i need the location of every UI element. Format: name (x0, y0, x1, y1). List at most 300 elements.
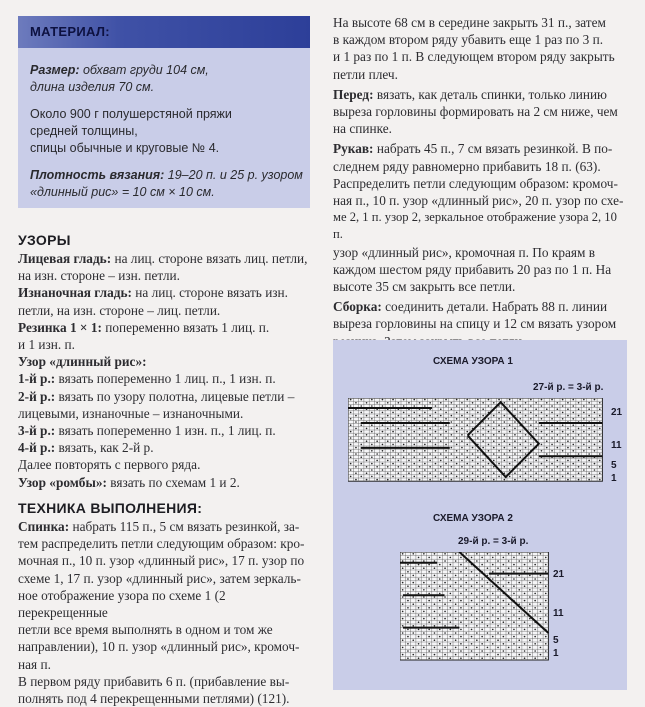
purl-dot (551, 431, 553, 433)
purl-dot (472, 434, 474, 436)
purl-dot (398, 434, 400, 436)
purl-dot (382, 418, 384, 420)
purl-dot (482, 472, 484, 474)
purl-dot (355, 479, 357, 481)
purl-dot (355, 421, 357, 423)
purl-dot (562, 444, 564, 446)
purl-dot (551, 469, 553, 471)
purl-dot (382, 424, 384, 426)
purl-dot (557, 479, 559, 481)
right-line: узор «длинный рис», кромочная п. По краям в (333, 244, 596, 260)
purl-dot (376, 466, 378, 468)
purl-dot (492, 650, 494, 652)
purl-dot (509, 444, 511, 446)
purl-dot (518, 625, 520, 627)
purl-dot (524, 636, 526, 638)
purl-dot (371, 418, 373, 420)
purl-dot (524, 578, 526, 580)
purl-dot (541, 418, 543, 420)
purl-dot (428, 614, 430, 616)
purl-dot (594, 405, 596, 407)
purl-dot (451, 434, 453, 436)
purl-dot (514, 402, 516, 404)
purl-dot (465, 589, 467, 591)
purl-dot (534, 650, 536, 652)
purl-dot (545, 557, 547, 559)
purl-dot (530, 399, 532, 401)
purl-dot (465, 632, 467, 634)
purl-dot (513, 629, 515, 631)
purl-dot (529, 596, 531, 598)
purl-dot (440, 428, 442, 430)
purl-dot (403, 405, 405, 407)
purl-dot (440, 402, 442, 404)
purl-dot (482, 447, 484, 449)
purl-dot (424, 463, 426, 465)
purl-dot (534, 643, 536, 645)
purl-dot (461, 421, 463, 423)
purl-dot (418, 650, 420, 652)
purl-dot (545, 593, 547, 595)
purl-dot (498, 418, 500, 420)
purl-dot (546, 408, 548, 410)
purl-dot (541, 450, 543, 452)
purl-dot (434, 654, 436, 656)
purl-dot (424, 469, 426, 471)
yarn-line-2: средней толщины, (30, 124, 138, 138)
purl-dot (435, 469, 437, 471)
purl-dot (445, 456, 447, 458)
purl-dot (488, 431, 490, 433)
technique-line: набрать 115 п., 5 см вязать резинкой, за- (69, 519, 300, 534)
purl-dot (371, 424, 373, 426)
purl-dot (472, 447, 474, 449)
purl-dot (419, 415, 421, 417)
purl-dot (355, 466, 357, 468)
purl-dot (434, 575, 436, 577)
purl-dot (439, 585, 441, 587)
purl-dot (514, 447, 516, 449)
purl-dot (497, 603, 499, 605)
purl-dot (534, 614, 536, 616)
purl-dot (497, 596, 499, 598)
purl-dot (445, 431, 447, 433)
purl-dot (599, 460, 601, 462)
purl-dot (477, 405, 479, 407)
purl-dot (497, 618, 499, 620)
purl-dot (445, 437, 447, 439)
purl-dot (503, 614, 505, 616)
purl-dot (530, 444, 532, 446)
purl-dot (465, 553, 467, 555)
purl-dot (508, 603, 510, 605)
purl-dot (518, 560, 520, 562)
purl-dot (382, 412, 384, 414)
purl-dot (567, 408, 569, 410)
purl-dot (481, 657, 483, 659)
purl-dot (392, 412, 394, 414)
purl-dot (503, 607, 505, 609)
purl-dot (497, 654, 499, 656)
purl-dot (545, 571, 547, 573)
purl-dot (444, 618, 446, 620)
purl-dot (513, 585, 515, 587)
purl-dot (382, 463, 384, 465)
purl-dot (434, 603, 436, 605)
purl-dot (540, 618, 542, 620)
purl-dot (376, 453, 378, 455)
purl-dot (481, 557, 483, 559)
purl-dot (481, 564, 483, 566)
purl-dot (412, 611, 414, 613)
purl-dot (508, 589, 510, 591)
purl-dot (423, 618, 425, 620)
purl-dot (534, 636, 536, 638)
purl-dot (493, 460, 495, 462)
purl-dot (376, 428, 378, 430)
purl-dot (408, 479, 410, 481)
purl-dot (382, 456, 384, 458)
purl-dot (445, 469, 447, 471)
purl-dot (487, 632, 489, 634)
purl-dot (513, 607, 515, 609)
purl-dot (360, 405, 362, 407)
chart1-row-label: 21 (611, 407, 623, 418)
purl-dot (588, 479, 590, 481)
purl-dot (403, 431, 405, 433)
size-value-1: обхват груди 104 см, (79, 63, 209, 77)
purl-dot (567, 453, 569, 455)
purl-dot (476, 589, 478, 591)
purl-dot (493, 466, 495, 468)
purl-dot (472, 408, 474, 410)
purl-dot (434, 553, 436, 555)
purl-dot (493, 421, 495, 423)
purl-dot (509, 418, 511, 420)
purl-dot (482, 408, 484, 410)
purl-dot (423, 553, 425, 555)
purl-dot (525, 434, 527, 436)
purl-dot (456, 399, 458, 401)
purl-dot (418, 585, 420, 587)
purl-dot (455, 575, 457, 577)
purl-dot (567, 479, 569, 481)
purl-dot (503, 557, 505, 559)
purl-dot (562, 424, 564, 426)
purl-dot (402, 654, 404, 656)
purl-dot (492, 585, 494, 587)
purl-dot (366, 440, 368, 442)
purl-dot (428, 643, 430, 645)
purl-dot (583, 444, 585, 446)
purl-dot (497, 589, 499, 591)
chart2-title: СХЕМА УЗОРА 2 (433, 513, 513, 524)
purl-dot (419, 440, 421, 442)
purl-dot (456, 424, 458, 426)
purl-dot (588, 434, 590, 436)
purl-dot (434, 647, 436, 649)
purl-dot (524, 571, 526, 573)
purl-dot (504, 434, 506, 436)
purl-dot (493, 479, 495, 481)
purl-dot (460, 629, 462, 631)
right-line: ная п., 10 п. узор «длинный рис», 20 п. узор по схе- (333, 193, 624, 209)
purl-dot (498, 412, 500, 414)
purl-dot (392, 469, 394, 471)
purl-dot (450, 629, 452, 631)
purl-dot (376, 434, 378, 436)
pattern-text: Далее повторять с первого ряда. (18, 457, 201, 473)
purl-dot (540, 611, 542, 613)
purl-dot (541, 412, 543, 414)
right-line: высоте 35 см закрыть все петли. (333, 279, 516, 295)
purl-dot (497, 647, 499, 649)
purl-dot (413, 469, 415, 471)
purl-dot (583, 399, 585, 401)
purl-dot (503, 600, 505, 602)
purl-dot (439, 578, 441, 580)
purl-dot (455, 603, 457, 605)
purl-dot (429, 460, 431, 462)
purl-dot (488, 437, 490, 439)
purl-dot (428, 657, 430, 659)
purl-dot (599, 472, 601, 474)
purl-dot (440, 460, 442, 462)
purl-dot (402, 632, 404, 634)
purl-dot (594, 444, 596, 446)
purl-dot (498, 476, 500, 478)
purl-dot (371, 431, 373, 433)
purl-dot (578, 434, 580, 436)
purl-dot (578, 415, 580, 417)
purl-dot (450, 571, 452, 573)
purl-dot (525, 415, 527, 417)
purl-dot (382, 405, 384, 407)
purl-dot (487, 582, 489, 584)
purl-dot (594, 463, 596, 465)
purl-dot (524, 600, 526, 602)
purl-dot (451, 402, 453, 404)
purl-dot (518, 589, 520, 591)
purl-dot (583, 437, 585, 439)
purl-dot (588, 402, 590, 404)
purl-dot (509, 463, 511, 465)
purl-dot (439, 629, 441, 631)
purl-dot (435, 456, 437, 458)
purl-dot (439, 600, 441, 602)
purl-dot (513, 621, 515, 623)
purl-dot (567, 428, 569, 430)
purl-dot (519, 444, 521, 446)
purl-dot (493, 472, 495, 474)
purl-dot (514, 460, 516, 462)
purl-dot (529, 611, 531, 613)
purl-dot (465, 596, 467, 598)
purl-dot (398, 402, 400, 404)
purl-dot (355, 440, 357, 442)
purl-dot (413, 405, 415, 407)
purl-dot (477, 431, 479, 433)
purl-dot (355, 453, 357, 455)
purl-dot (440, 434, 442, 436)
purl-dot (504, 440, 506, 442)
purl-dot (471, 650, 473, 652)
purl-dot (572, 412, 574, 414)
purl-dot (456, 450, 458, 452)
purl-dot (450, 650, 452, 652)
purl-dot (524, 564, 526, 566)
purl-dot (451, 453, 453, 455)
purl-dot (476, 596, 478, 598)
purl-dot (477, 469, 479, 471)
purl-dot (529, 639, 531, 641)
purl-dot (578, 472, 580, 474)
purl-dot (407, 600, 409, 602)
purl-dot (481, 593, 483, 595)
purl-dot (482, 466, 484, 468)
purl-dot (477, 450, 479, 452)
purl-dot (504, 479, 506, 481)
purl-dot (444, 575, 446, 577)
purl-dot (519, 412, 521, 414)
purl-dot (477, 399, 479, 401)
purl-dot (418, 557, 420, 559)
purl-dot (594, 412, 596, 414)
chart1-title: СХЕМА УЗОРА 1 (433, 356, 513, 367)
purl-dot (413, 431, 415, 433)
purl-dot (398, 440, 400, 442)
purl-dot (546, 460, 548, 462)
purl-dot (402, 647, 404, 649)
purl-dot (424, 444, 426, 446)
purl-dot (408, 440, 410, 442)
purl-dot (413, 476, 415, 478)
pattern-text: лицевыми, изнаночные – изнаночными. (18, 405, 244, 421)
purl-dot (424, 399, 426, 401)
purl-dot (567, 460, 569, 462)
purl-dot (535, 408, 537, 410)
purl-dot (519, 437, 521, 439)
purl-dot (350, 399, 352, 401)
purl-dot (466, 444, 468, 446)
purl-dot (572, 437, 574, 439)
purl-dot (408, 428, 410, 430)
purl-dot (599, 434, 601, 436)
right-line: ме 2, 1 п. узор 2, зеркальное отображение узора 2, 10 п. (333, 210, 617, 242)
purl-dot (529, 603, 531, 605)
purl-dot (497, 639, 499, 641)
purl-dot (360, 424, 362, 426)
purl-dot (493, 402, 495, 404)
purl-dot (435, 399, 437, 401)
purl-dot (534, 557, 536, 559)
purl-dot (428, 621, 430, 623)
purl-dot (466, 424, 468, 426)
purl-dot (472, 453, 474, 455)
pattern-text: вязать по узору полотна, лицевые петли – (55, 388, 295, 404)
purl-dot (423, 603, 425, 605)
purl-dot (440, 479, 442, 481)
purl-dot (387, 479, 389, 481)
purl-dot (541, 399, 543, 401)
purl-dot (551, 412, 553, 414)
purl-dot (504, 428, 506, 430)
purl-dot (492, 578, 494, 580)
purl-dot (408, 466, 410, 468)
purl-dot (503, 650, 505, 652)
purl-dot (360, 437, 362, 439)
purl-dot (355, 402, 357, 404)
purl-dot (366, 415, 368, 417)
purl-dot (497, 625, 499, 627)
sleeve-label: Рукав: (333, 141, 374, 157)
purl-dot (572, 405, 574, 407)
pattern-reverse-label: Изнаночная гладь: (18, 285, 132, 301)
purl-dot (403, 476, 405, 478)
purl-dot (497, 560, 499, 562)
purl-dot (407, 636, 409, 638)
purl-dot (402, 596, 404, 598)
purl-dot (434, 582, 436, 584)
technique-text (18, 518, 314, 707)
purl-dot (476, 611, 478, 613)
purl-dot (387, 460, 389, 462)
purl-dot (588, 447, 590, 449)
purl-dot (525, 421, 527, 423)
purl-dot (557, 408, 559, 410)
purl-dot (578, 402, 580, 404)
purl-dot (562, 405, 564, 407)
purl-dot (487, 654, 489, 656)
purl-dot (546, 466, 548, 468)
purl-dot (418, 629, 420, 631)
purl-dot (435, 405, 437, 407)
pattern-diamond-label: Узор «ромбы»: (18, 474, 107, 490)
right-line: петли плеч. (333, 66, 398, 82)
purl-dot (428, 578, 430, 580)
purl-dot (460, 614, 462, 616)
row-label: 2-й р.: (18, 388, 56, 404)
purl-dot (498, 463, 500, 465)
purl-dot (534, 607, 536, 609)
purl-dot (557, 453, 559, 455)
purl-dot (481, 636, 483, 638)
purl-dot (423, 575, 425, 577)
purl-dot (572, 418, 574, 420)
purl-dot (498, 431, 500, 433)
purl-dot (466, 431, 468, 433)
purl-dot (540, 596, 542, 598)
purl-dot (514, 453, 516, 455)
purl-dot (350, 444, 352, 446)
purl-dot (355, 415, 357, 417)
purl-dot (382, 469, 384, 471)
purl-dot (578, 447, 580, 449)
right-line: каждом шестом ряду прибавить 20 раз по 1 п. На (333, 261, 612, 277)
purl-dot (562, 399, 564, 401)
technique-line: мочная п., 10 п. узор «длинный рис», 17 п. узор по (18, 553, 305, 569)
purl-dot (413, 412, 415, 414)
purl-dot (503, 636, 505, 638)
purl-dot (435, 424, 437, 426)
purl-dot (492, 657, 494, 659)
purl-dot (513, 614, 515, 616)
purl-dot (366, 453, 368, 455)
purl-dot (460, 557, 462, 559)
purl-dot (540, 567, 542, 569)
purl-dot (535, 453, 537, 455)
purl-dot (461, 402, 463, 404)
